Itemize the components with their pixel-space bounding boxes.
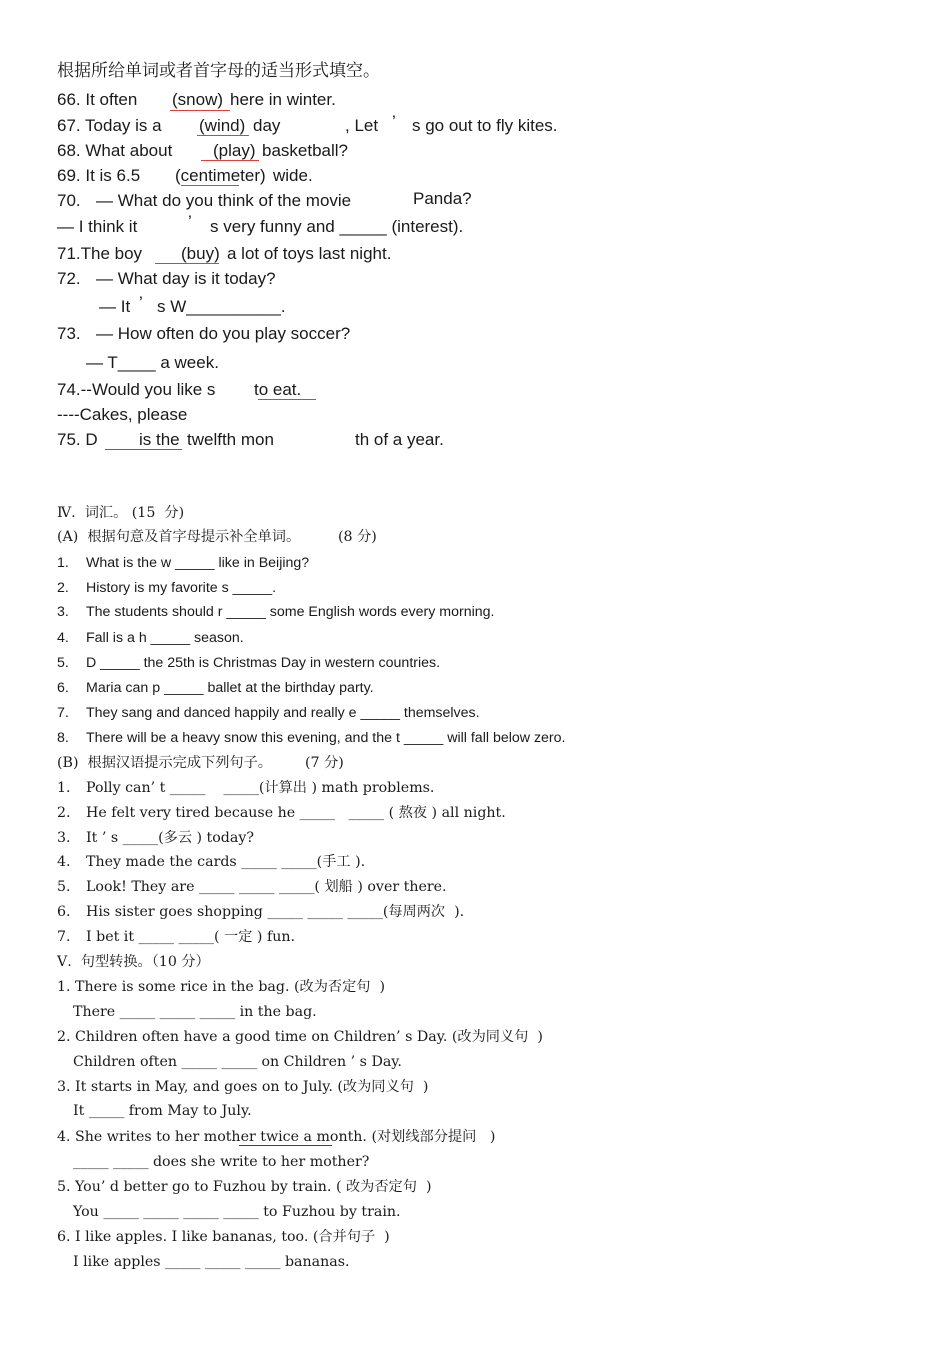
s4a-item-7-text: They sang and danced happily and really e _____ themselves. [86, 705, 480, 721]
s5-item-4-question: 4. She writes to her mother twice a month. (对划线部分提问 ) [57, 1129, 496, 1145]
q66-prefix: 66. It often [57, 90, 138, 109]
s4b-item-6-num: 6. [57, 904, 71, 920]
q75-underline [105, 449, 182, 450]
s4a-item-1-text: What is the w _____ like in Beijing? [86, 555, 310, 571]
s4a-item-8-num: 8. [57, 730, 69, 746]
s4a-item-6-text: Maria can p _____ ballet at the birthday party. [86, 680, 374, 696]
q66-hint: (snow) [172, 90, 224, 109]
q75-twelfth: twelfth mon [187, 430, 274, 449]
q70-answer-suffix: s very funny and _____ (interest). [210, 217, 464, 236]
s4b-item-7-num: 7. [57, 929, 71, 945]
s4b-item-2-text: He felt very tired because he _____ _____ ( 熬夜 ) all night. [86, 805, 506, 821]
q67-day: day [253, 116, 281, 135]
q69-prefix: 69. It is 6.5 [57, 166, 141, 185]
s4b-item-1-text: Polly can’ t _____ _____(计算出 ) math problems. [86, 780, 435, 796]
q68-hint: (play) [213, 141, 256, 160]
s5-item-4-underline [239, 1145, 332, 1146]
q73-question: — How often do you play soccer? [96, 324, 351, 343]
q67-underline [197, 135, 249, 136]
q75-suffix: th of a year. [355, 430, 444, 449]
q71-suffix: a lot of toys last night. [227, 244, 392, 263]
s4a-item-8-text: There will be a heavy snow this evening, and the t _____ will fall below zero. [86, 730, 566, 746]
section4-heading: Ⅳ. 词汇。 (15 分) [57, 505, 185, 521]
q66-underline [170, 110, 230, 111]
s5-item-3-answer: It _____ from May to July. [73, 1103, 252, 1119]
q72-answer-suffix: s W__________. [157, 297, 286, 316]
s4a-item-7-num: 7. [57, 705, 69, 721]
q66-suffix: here in winter. [230, 90, 336, 109]
s4a-item-4-num: 4. [57, 630, 69, 646]
s5-item-2-question: 2. Children often have a good time on Children’ s Day. (改为同义句 ) [57, 1029, 543, 1045]
instruction: 根据所给单词或者首字母的适当形式填空。 [57, 61, 380, 81]
s4a-item-4-text: Fall is a h _____ season. [86, 630, 244, 646]
section4a-score: (8 分) [338, 529, 377, 545]
s5-item-2-answer: Children often _____ _____ on Children ’ s Day. [73, 1054, 402, 1070]
section4b-score: (7 分) [305, 755, 344, 771]
q70-movie: Panda? [413, 189, 472, 208]
q71-underline [155, 263, 219, 264]
q68-underline [201, 160, 259, 161]
q72-apostrophe: ’ [139, 293, 143, 312]
q73-answer: — T____ a week. [86, 353, 219, 372]
s4a-item-5-num: 5. [57, 655, 69, 671]
q72-number: 72. [57, 269, 81, 288]
q69-suffix: wide. [273, 166, 313, 185]
q67-let: , Let [345, 116, 379, 135]
s5-item-1-question: 1. There is some rice in the bag. (改为否定句 ) [57, 979, 386, 995]
s5-item-5-answer: You _____ _____ _____ _____ to Fuzhou by train. [73, 1204, 401, 1220]
s4b-item-7-text: I bet it _____ _____( 一定 ) fun. [86, 929, 296, 945]
s4a-item-1-num: 1. [57, 555, 69, 571]
s4b-item-5-text: Look! They are _____ _____ _____( 划船 ) over there. [86, 879, 447, 895]
q74-answer: ----Cakes, please [57, 405, 188, 424]
q72-question: — What day is it today? [96, 269, 276, 288]
s4a-item-2-text: History is my favorite s _____. [86, 580, 277, 596]
s5-item-4-answer: _____ _____ does she write to her mother? [73, 1154, 370, 1170]
s4b-item-4-num: 4. [57, 854, 71, 870]
s4b-item-5-num: 5. [57, 879, 71, 895]
s5-item-3-question: 3. It starts in May, and goes on to July. (改为同义句 ) [57, 1079, 429, 1095]
q75-prefix: 75. D [57, 430, 98, 449]
q67-prefix: 67. Today is a [57, 116, 162, 135]
q69-hint: (centimeter) [175, 166, 266, 185]
q67-suffix: s go out to fly kites. [412, 116, 558, 135]
section4a-title: (A) 根据句意及首字母提示补全单词。 [57, 529, 301, 545]
s5-item-5-question: 5. You’ d better go to Fuzhou by train. ( 改为否定句 ) [57, 1179, 432, 1195]
q70-apostrophe: ’ [188, 212, 192, 231]
s4a-item-2-num: 2. [57, 580, 69, 596]
s4a-item-5-text: D _____ the 25th is Christmas Day in western countries. [86, 655, 441, 671]
s4b-item-1-num: 1. [57, 780, 71, 796]
section4b-title: (B) 根据汉语提示完成下列句子。 [57, 755, 272, 771]
q68-suffix: basketball? [262, 141, 349, 160]
q68-prefix: 68. What about [57, 141, 173, 160]
q71-prefix: 71.The boy [57, 244, 143, 263]
s4b-item-2-num: 2. [57, 805, 71, 821]
q71-hint: (buy) [181, 244, 220, 263]
s4a-item-3-text: The students should r _____ some English words every morning. [86, 604, 495, 620]
s4b-item-4-text: They made the cards _____ _____(手工 ). [86, 854, 366, 870]
q67-apostrophe: ’ [392, 112, 396, 131]
s5-item-1-answer: There _____ _____ _____ in the bag. [73, 1004, 317, 1020]
q74-underline [258, 399, 316, 400]
q69-underline [181, 185, 239, 186]
q74-hint: to eat. [254, 380, 302, 399]
s5-item-6-question: 6. I like apples. I like bananas, too. (合并句子 ) [57, 1229, 390, 1245]
s4b-item-3-text: It ’ s _____(多云 ) today? [86, 830, 254, 846]
q67-hint: (wind) [199, 116, 246, 135]
q72-answer-prefix: — It [99, 297, 131, 316]
q74-question: 74.--Would you like s [57, 380, 216, 399]
s4b-item-3-num: 3. [57, 830, 71, 846]
q70-question: — What do you think of the movie [96, 191, 352, 210]
s4a-item-6-num: 6. [57, 680, 69, 696]
q75-is-the: is the [139, 430, 180, 449]
q70-number: 70. [57, 191, 81, 210]
section5-heading: Ⅴ. 句型转换。（10 分） [57, 954, 210, 970]
s5-item-6-answer: I like apples _____ _____ _____ bananas. [73, 1254, 350, 1270]
q73-number: 73. [57, 324, 81, 343]
s4a-item-3-num: 3. [57, 604, 69, 620]
s4b-item-6-text: His sister goes shopping _____ _____ _____(每周两次 ). [86, 904, 465, 920]
q70-answer-prefix: — I think it [57, 217, 138, 236]
